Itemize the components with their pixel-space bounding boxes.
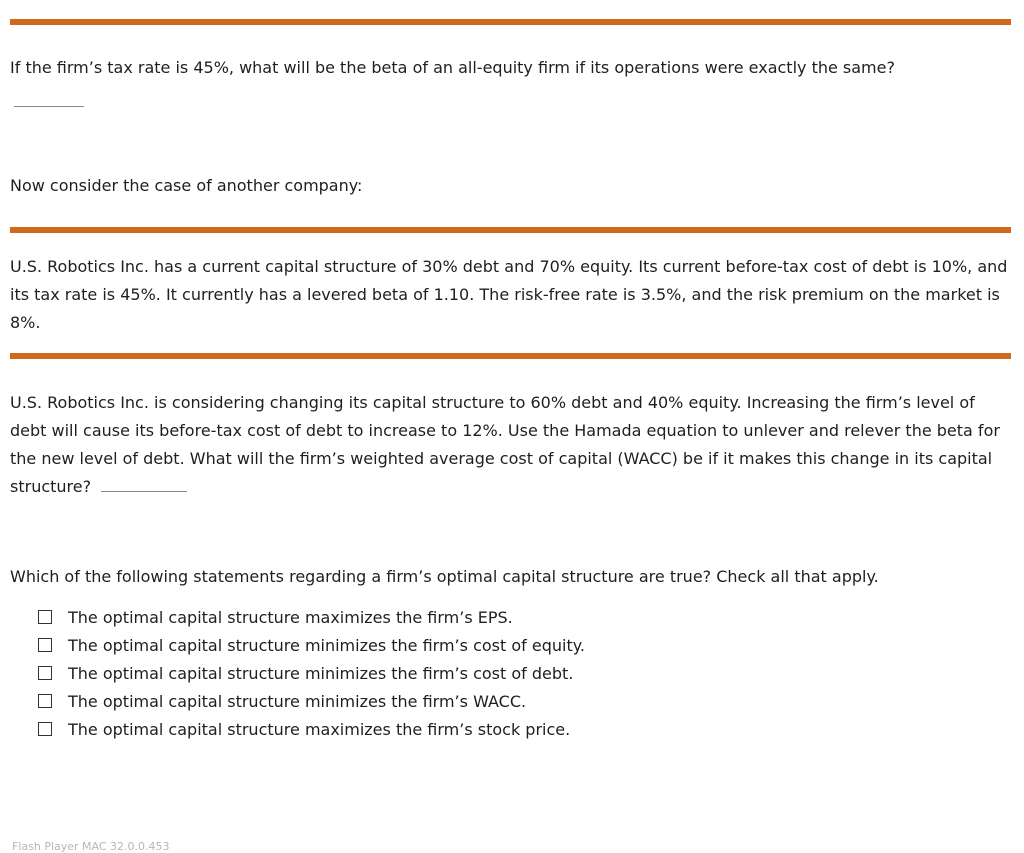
divider-rule xyxy=(10,227,1011,233)
question-1-text: If the firm’s tax rate is 45%, what will be the beta of an all-equity firm if its operations were exactly the same? xyxy=(10,58,895,77)
checkbox[interactable] xyxy=(38,638,52,652)
checkbox[interactable] xyxy=(38,694,52,708)
option-item[interactable] xyxy=(38,687,585,715)
option-label: The optimal capital structure minimizes the firm’s cost of debt. xyxy=(68,663,574,683)
checkbox[interactable] xyxy=(38,610,52,624)
question-3-text: Which of the following statements regarding a firm’s optimal capital structure are true? Check all that apply. xyxy=(10,567,879,586)
option-label: The optimal capital structure maximizes the firm’s stock price. xyxy=(68,719,571,739)
option-label: The optimal capital structure minimizes the firm’s cost of equity. xyxy=(68,635,585,655)
checkbox[interactable] xyxy=(38,666,52,680)
option-item[interactable] xyxy=(38,631,585,659)
answer-blank-wacc[interactable] xyxy=(101,477,187,492)
scenario-text: U.S. Robotics Inc. has a current capital structure of 30% debt and 70% equity. Its current before-tax cost of debt is 10%, and its tax rate is 45%. It currently has a levered beta of 1.10. The risk-free rate is 3.5%, and the risk premium on the market is 8%. xyxy=(10,257,1008,332)
divider-rule xyxy=(10,353,1011,359)
option-label: The optimal capital structure minimizes the firm’s WACC. xyxy=(68,691,527,711)
divider-rule xyxy=(10,19,1011,25)
option-item[interactable] xyxy=(38,715,585,743)
option-label: The optimal capital structure maximizes the firm’s EPS. xyxy=(68,607,513,627)
question-2 xyxy=(10,389,1014,501)
checkbox[interactable] xyxy=(38,722,52,736)
question-2-text: U.S. Robotics Inc. is considering changing its capital structure to 60% debt and 40% equity. Increasing the firm’s level of debt will cause its before-tax cost of debt to increase to 12%. Use the Hamada equation to unlever and relever the beta for the new level of debt. What will the firm’s weighted average cost of capital (WACC) be if it makes this change in its capital structure? xyxy=(10,393,1000,496)
options-list xyxy=(38,603,585,743)
intro-text: Now consider the case of another company: xyxy=(10,176,363,195)
option-item[interactable] xyxy=(38,659,585,687)
option-item[interactable] xyxy=(38,603,585,631)
flash-player-version: Flash Player MAC 32.0.0.453 xyxy=(12,840,170,853)
answer-blank-1[interactable] xyxy=(14,106,84,107)
